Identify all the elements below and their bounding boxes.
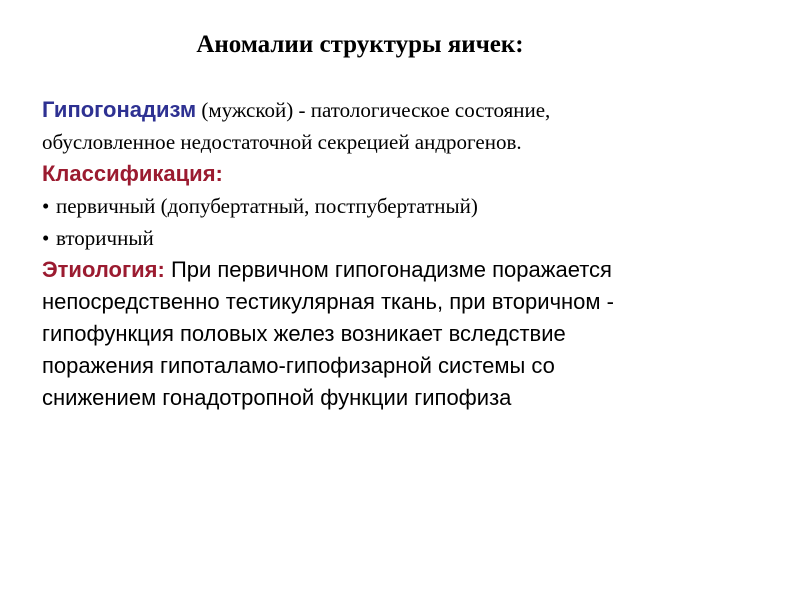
slide-title: Аномалии структуры яичек: (196, 31, 524, 58)
slide-body (42, 94, 782, 414)
etiology-line: снижением гонадотропной функции гипофиза (42, 385, 512, 410)
etiology-line: поражения гипоталамо-гипофизарной системы со (42, 353, 555, 378)
classification-item-text: вторичный (56, 226, 154, 250)
bullet-icon: • (42, 226, 50, 250)
etiology-text-1: При первичном гипогонадизме поражается (164, 257, 612, 282)
classification-heading-line (42, 158, 782, 190)
definition-line-2: обусловленное недостаточной секрецией андрогенов. (42, 130, 522, 154)
bullet-icon: • (42, 194, 50, 218)
classification-item (42, 190, 782, 222)
definition-text-1: (мужской) - патологическое состояние, (196, 98, 551, 122)
classification-heading: Классификация: (42, 161, 223, 186)
etiology-heading: Этиология: (42, 257, 165, 282)
classification-item-text: первичный (допубертатный, постпубертатный) (56, 194, 478, 218)
definition-line-1 (42, 94, 782, 126)
etiology-line: гипофункция половых желез возникает вследствие (42, 321, 566, 346)
etiology-line-1 (42, 254, 782, 286)
classification-item (42, 222, 782, 254)
etiology-line: непосредственно тестикулярная ткань, при вторичном - (42, 289, 614, 314)
definition-term: Гипогонадизм (42, 97, 197, 122)
